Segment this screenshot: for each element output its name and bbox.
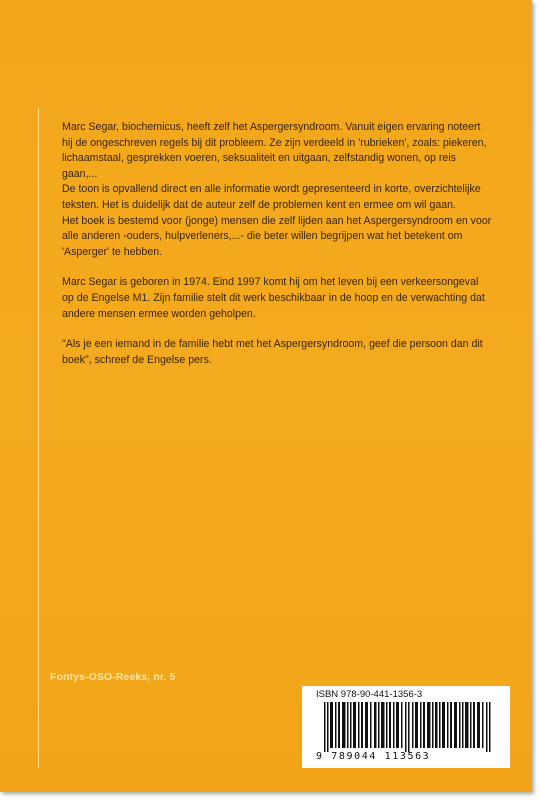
isbn-label: ISBN 978-90-441-1356-3 [316, 689, 423, 700]
blurb-text [62, 120, 492, 368]
blurb-paragraph-audience: Het boek is bestemd voor (jonge) mensen die zelf lijden aan het Aspergersyndroom en voor alle anderen -ouders, hulpverleners,...- die beter willen begrijpen wat het betekent om 'Asperger' te hebben. [62, 214, 492, 258]
blurb-paragraph-biography: Marc Segar is geboren in 1974. Eind 1997 komt hij om het leven bij een verkeersongeval op de Engelse M1. Zijn familie stelt dit werk beschikbaar in de hoop en de verwachting dat andere mensen ermee worden geholpen. [62, 276, 485, 320]
barcode-panel [302, 686, 510, 768]
barcode-digits: 9 789044 113563 [316, 751, 431, 762]
blurb-paragraph-tone: De toon is opvallend direct en alle informatie wordt gepresenteerd in korte, overzichtelijke teksten. Het is duidelijk dat de auteur zelf de problemen kent en ermee om wil gaan. [62, 183, 481, 211]
series-label: Fontys-OSO-Reeks, nr. 5 [50, 671, 176, 683]
decorative-vertical-line [38, 108, 39, 768]
blurb-paragraph-author: Marc Segar, biochemicus, heeft zelf het Aspergersyndroom. Vanuit eigen ervaring noteert hij de ongeschreven regels bij dit probleem. Ze zijn verdeeld in 'rubrieken', zoals: piekeren, lichaamstaal, gesprekken voeren, seksualiteit en uitgaan, zelfstandig wonen, op reis gaan,... [62, 121, 487, 180]
barcode-icon [324, 702, 494, 752]
blurb-paragraph-quote: "Als je een iemand in de familie hebt met het Aspergersyndroom, geef die persoon dan dit boek", schreef de Engelse pers. [62, 338, 483, 366]
